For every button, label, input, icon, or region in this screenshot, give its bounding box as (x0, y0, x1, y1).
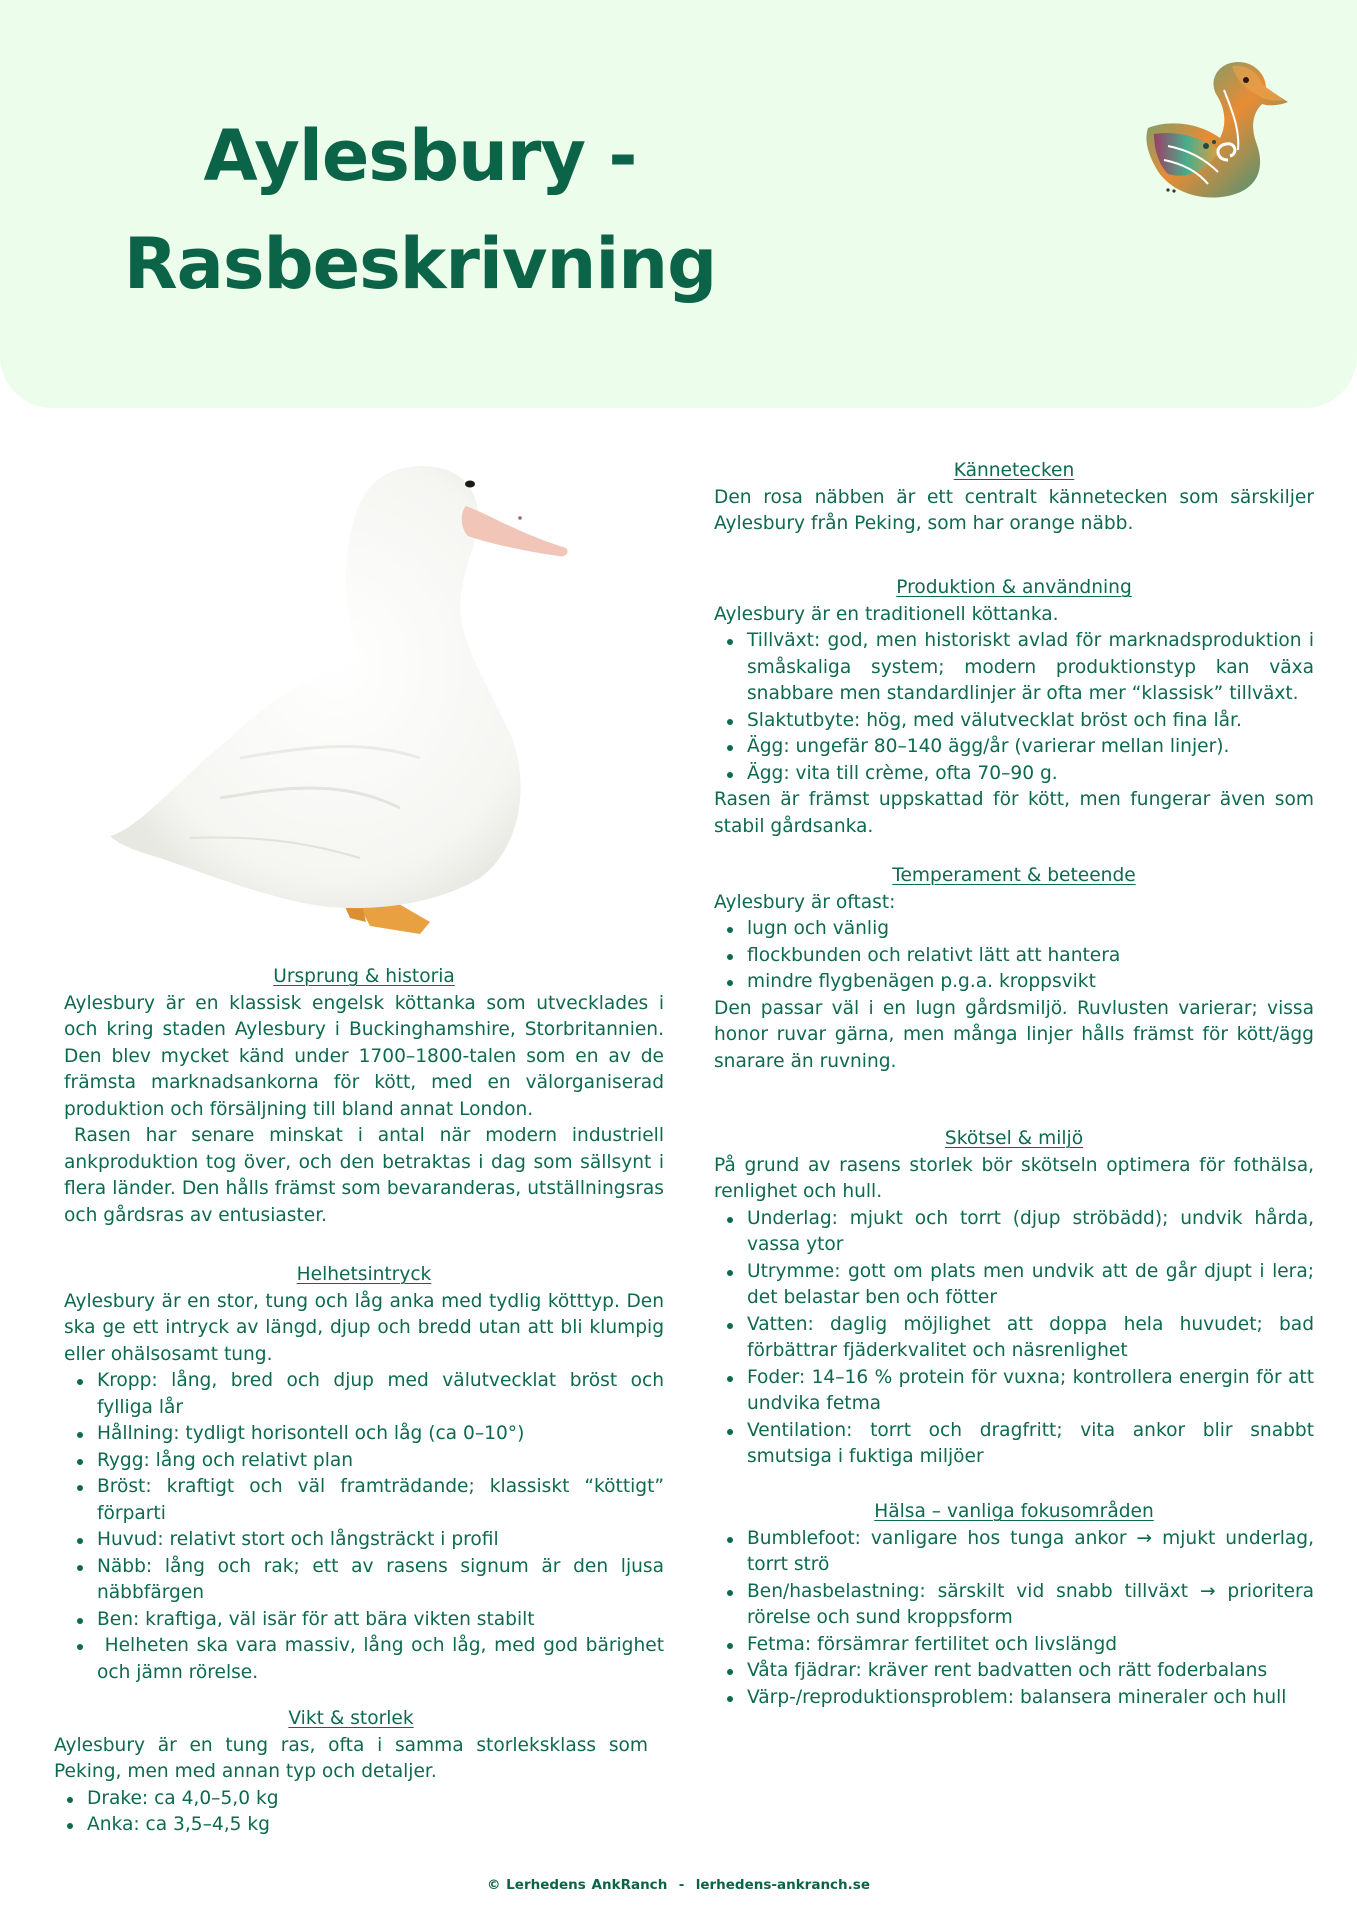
list-item: Ben/hasbelastning: särskilt vid snabb tillväxt → prioritera rörelse och sund kroppsform (747, 1579, 1314, 1632)
vikt-list (54, 1786, 648, 1839)
list-item: flockbunden och relativt lätt att hantera (747, 943, 1314, 970)
produktion-intro: Aylesbury är en traditionell köttanka. (714, 603, 1059, 625)
list-item: Våta fjädrar: kräver rent badvatten och rätt foderbalans (747, 1658, 1314, 1685)
list-item: Rygg: lång och relativt plan (97, 1448, 664, 1475)
helhet-list (64, 1368, 670, 1686)
list-item: Helheten ska vara massiv, lång och låg, med god bärighet och jämn rörelse. (97, 1633, 664, 1686)
ursprung-paragraph-1: Aylesbury är en klassisk engelsk köttanka som utvecklades i och kring staden Aylesbury i Buckinghamshire, Storbritannien. Den blev mycket känd under 1700–1800-talen som en av de främsta marknadsankorna för kött, med en välorganiserad produktion och försäljning till bland annat London. (64, 992, 664, 1120)
vikt-intro: Aylesbury är en tung ras, ofta i samma storleksklass som Peking, men med annan typ och detaljer. (54, 1734, 648, 1782)
section-title-ursprung: Ursprung & historia (273, 966, 455, 987)
footer-copyright: © Lerhedens AnkRanch - lerhedens-ankranch.se (486, 1877, 870, 1893)
section-skotsel (714, 1126, 1314, 1471)
list-item: lugn och vänlig (747, 916, 1314, 943)
list-item: Drake: ca 4,0–5,0 kg (87, 1786, 648, 1813)
temperament-outro: Den passar väl i en lugn gårdsmiljö. Ruvlusten varierar; vissa honor ruvar gärna, men många linjer hålls främst för kött/ägg snarare än ruvning. (714, 997, 1314, 1072)
section-temperament (714, 863, 1314, 1075)
list-item: mindre flygbenägen p.g.a. kroppsvikt (747, 969, 1314, 996)
section-title-kannetecken: Kännetecken (953, 460, 1075, 481)
list-item: Näbb: lång och rak; ett av rasens signum är den ljusa näbbfärgen (97, 1554, 664, 1607)
list-item: Ventilation: torrt och dragfritt; vita ankor blir snabbt smutsiga i fuktiga miljöer (747, 1418, 1314, 1471)
section-title-helhetsintryck: Helhetsintryck (296, 1264, 432, 1285)
section-title-vikt: Vikt & storlek (288, 1708, 414, 1729)
skotsel-list (714, 1206, 1314, 1471)
temperament-intro: Aylesbury är oftast: (714, 891, 896, 913)
list-item: Slaktutbyte: hög, med välutvecklat bröst och fina lår. (747, 708, 1314, 735)
section-helhetsintryck (64, 1262, 670, 1686)
section-title-temperament: Temperament & beteende (892, 865, 1136, 886)
header-banner (0, 0, 1357, 408)
list-item: Underlag: mjukt och torrt (djup ströbädd); undvik hårda, vassa ytor (747, 1206, 1314, 1259)
list-item: Ägg: vita till crème, ofta 70–90 g. (747, 761, 1314, 788)
list-item: Huvud: relativt stort och långsträckt i profil (97, 1527, 664, 1554)
list-item: Bröst: kraftigt och väl framträdande; klassiskt “köttigt” förparti (97, 1474, 664, 1527)
section-halsa (714, 1499, 1314, 1711)
halsa-list (714, 1526, 1314, 1712)
skotsel-intro: På grund av rasens storlek bör skötseln optimera för fothälsa, renlighet och hull. (714, 1154, 1314, 1202)
kannetecken-paragraph: Den rosa näbben är ett centralt kännetecken som särskiljer Aylesbury från Peking, som har orange näbb. (714, 486, 1314, 534)
list-item: Kropp: lång, bred och djup med välutvecklat bröst och fylliga lår (97, 1368, 664, 1421)
list-item: Anka: ca 3,5–4,5 kg (87, 1812, 648, 1839)
list-item: Hållning: tydligt horisontell och låg (ca 0–10°) (97, 1421, 664, 1448)
duck-logo-icon (1128, 50, 1298, 215)
list-item: Ben: kraftiga, väl isär för att bära vikten stabilt (97, 1607, 664, 1634)
section-produktion (714, 575, 1314, 840)
list-item: Tillväxt: god, men historiskt avlad för marknadsproduktion i småskaliga system; modern produktionstyp kan växa snabbare men standardlinjer är ofta mer “klassisk” tillväxt. (747, 628, 1314, 708)
duck-photo (100, 448, 580, 938)
produktion-list (714, 628, 1314, 787)
helhet-intro: Aylesbury är en stor, tung och låg anka med tydlig kötttyp. Den ska ge ett intryck av längd, djup och bredd utan att bli klumpig eller ohälsosamt tung. (64, 1290, 664, 1365)
produktion-outro: Rasen är främst uppskattad för kött, men fungerar även som stabil gårdsanka. (714, 789, 1314, 837)
page-title (90, 102, 750, 318)
section-kannetecken (714, 458, 1314, 538)
section-vikt (54, 1706, 648, 1839)
title-line-2: Rasbeskrivning (123, 223, 717, 305)
list-item: Bumblefoot: vanligare hos tunga ankor → mjukt underlag, torrt strö (747, 1526, 1314, 1579)
section-title-produktion: Produktion & användning (896, 577, 1132, 598)
section-title-skotsel: Skötsel & miljö (944, 1128, 1084, 1149)
list-item: Vatten: daglig möjlighet att doppa hela huvudet; bad förbättrar fjäderkvalitet och näsrenlighet (747, 1312, 1314, 1365)
section-ursprung (64, 964, 664, 1229)
list-item: Ägg: ungefär 80–140 ägg/år (varierar mellan linjer). (747, 734, 1314, 761)
list-item: Foder: 14–16 % protein för vuxna; kontrollera energin för att undvika fetma (747, 1365, 1314, 1418)
ursprung-paragraph-2: Rasen har senare minskat i antal när modern industriell ankproduktion tog över, och den betraktas i dag som sällsynt i flera länder. Den hålls främst som bevaranderas, utställningsras och gårdsras av entusiaster. (64, 1125, 664, 1226)
list-item: Fetma: försämrar fertilitet och livslängd (747, 1632, 1314, 1659)
list-item: Värp-/reproduktionsproblem: balansera mineraler och hull (747, 1685, 1314, 1712)
list-item: Utrymme: gott om plats men undvik att de går djupt i lera; det belastar ben och fötter (747, 1259, 1314, 1312)
title-line-1: Aylesbury - (203, 115, 637, 197)
section-title-halsa: Hälsa – vanliga fokusområden (874, 1501, 1154, 1522)
temperament-list (714, 916, 1314, 996)
